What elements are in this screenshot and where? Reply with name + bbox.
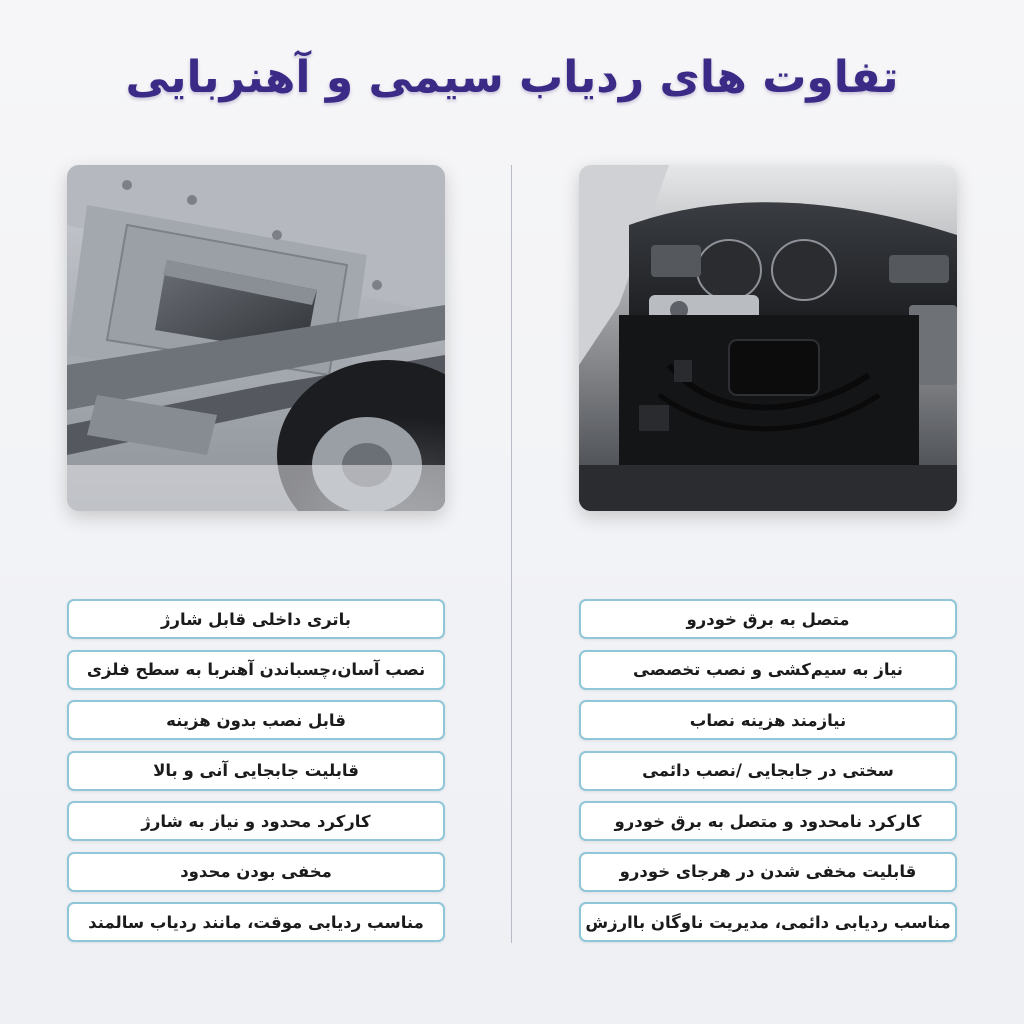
- wired-tracker-under-dashboard-image: [579, 165, 957, 511]
- feature-item: کارکرد محدود و نیاز به شارژ: [67, 801, 445, 841]
- feature-item: باتری داخلی قابل شارژ: [67, 599, 445, 639]
- column-divider: [511, 165, 512, 943]
- feature-item: مناسب ردیابی موقت، مانند ردیاب سالمند: [67, 902, 445, 942]
- feature-item: قابلیت مخفی شدن در هرجای خودرو: [579, 852, 957, 892]
- feature-item: کارکرد نامحدود و متصل به برق خودرو: [579, 801, 957, 841]
- page-title: تفاوت های ردیاب سیمی و آهنربایی: [125, 52, 899, 103]
- feature-item: مناسب ردیابی دائمی، مدیریت ناوگان باارزش: [579, 902, 957, 942]
- feature-item: قابلیت جابجایی آنی و بالا: [67, 751, 445, 791]
- wired-tracker-features: [579, 599, 957, 953]
- feature-item: قابل نصب بدون هزینه: [67, 700, 445, 740]
- magnetic-tracker-features: [67, 599, 445, 953]
- feature-item: متصل به برق خودرو: [579, 599, 957, 639]
- magnetic-tracker-under-car-image: [67, 165, 445, 511]
- feature-item: سختی در جابجایی /نصب دائمی: [579, 751, 957, 791]
- feature-item: مخفی بودن محدود: [67, 852, 445, 892]
- feature-item: نیاز به سیم‌کشی و نصب تخصصی: [579, 650, 957, 690]
- feature-item: نیازمند هزینه نصاب: [579, 700, 957, 740]
- feature-item: نصب آسان،چسباندن آهنربا به سطح فلزی: [67, 650, 445, 690]
